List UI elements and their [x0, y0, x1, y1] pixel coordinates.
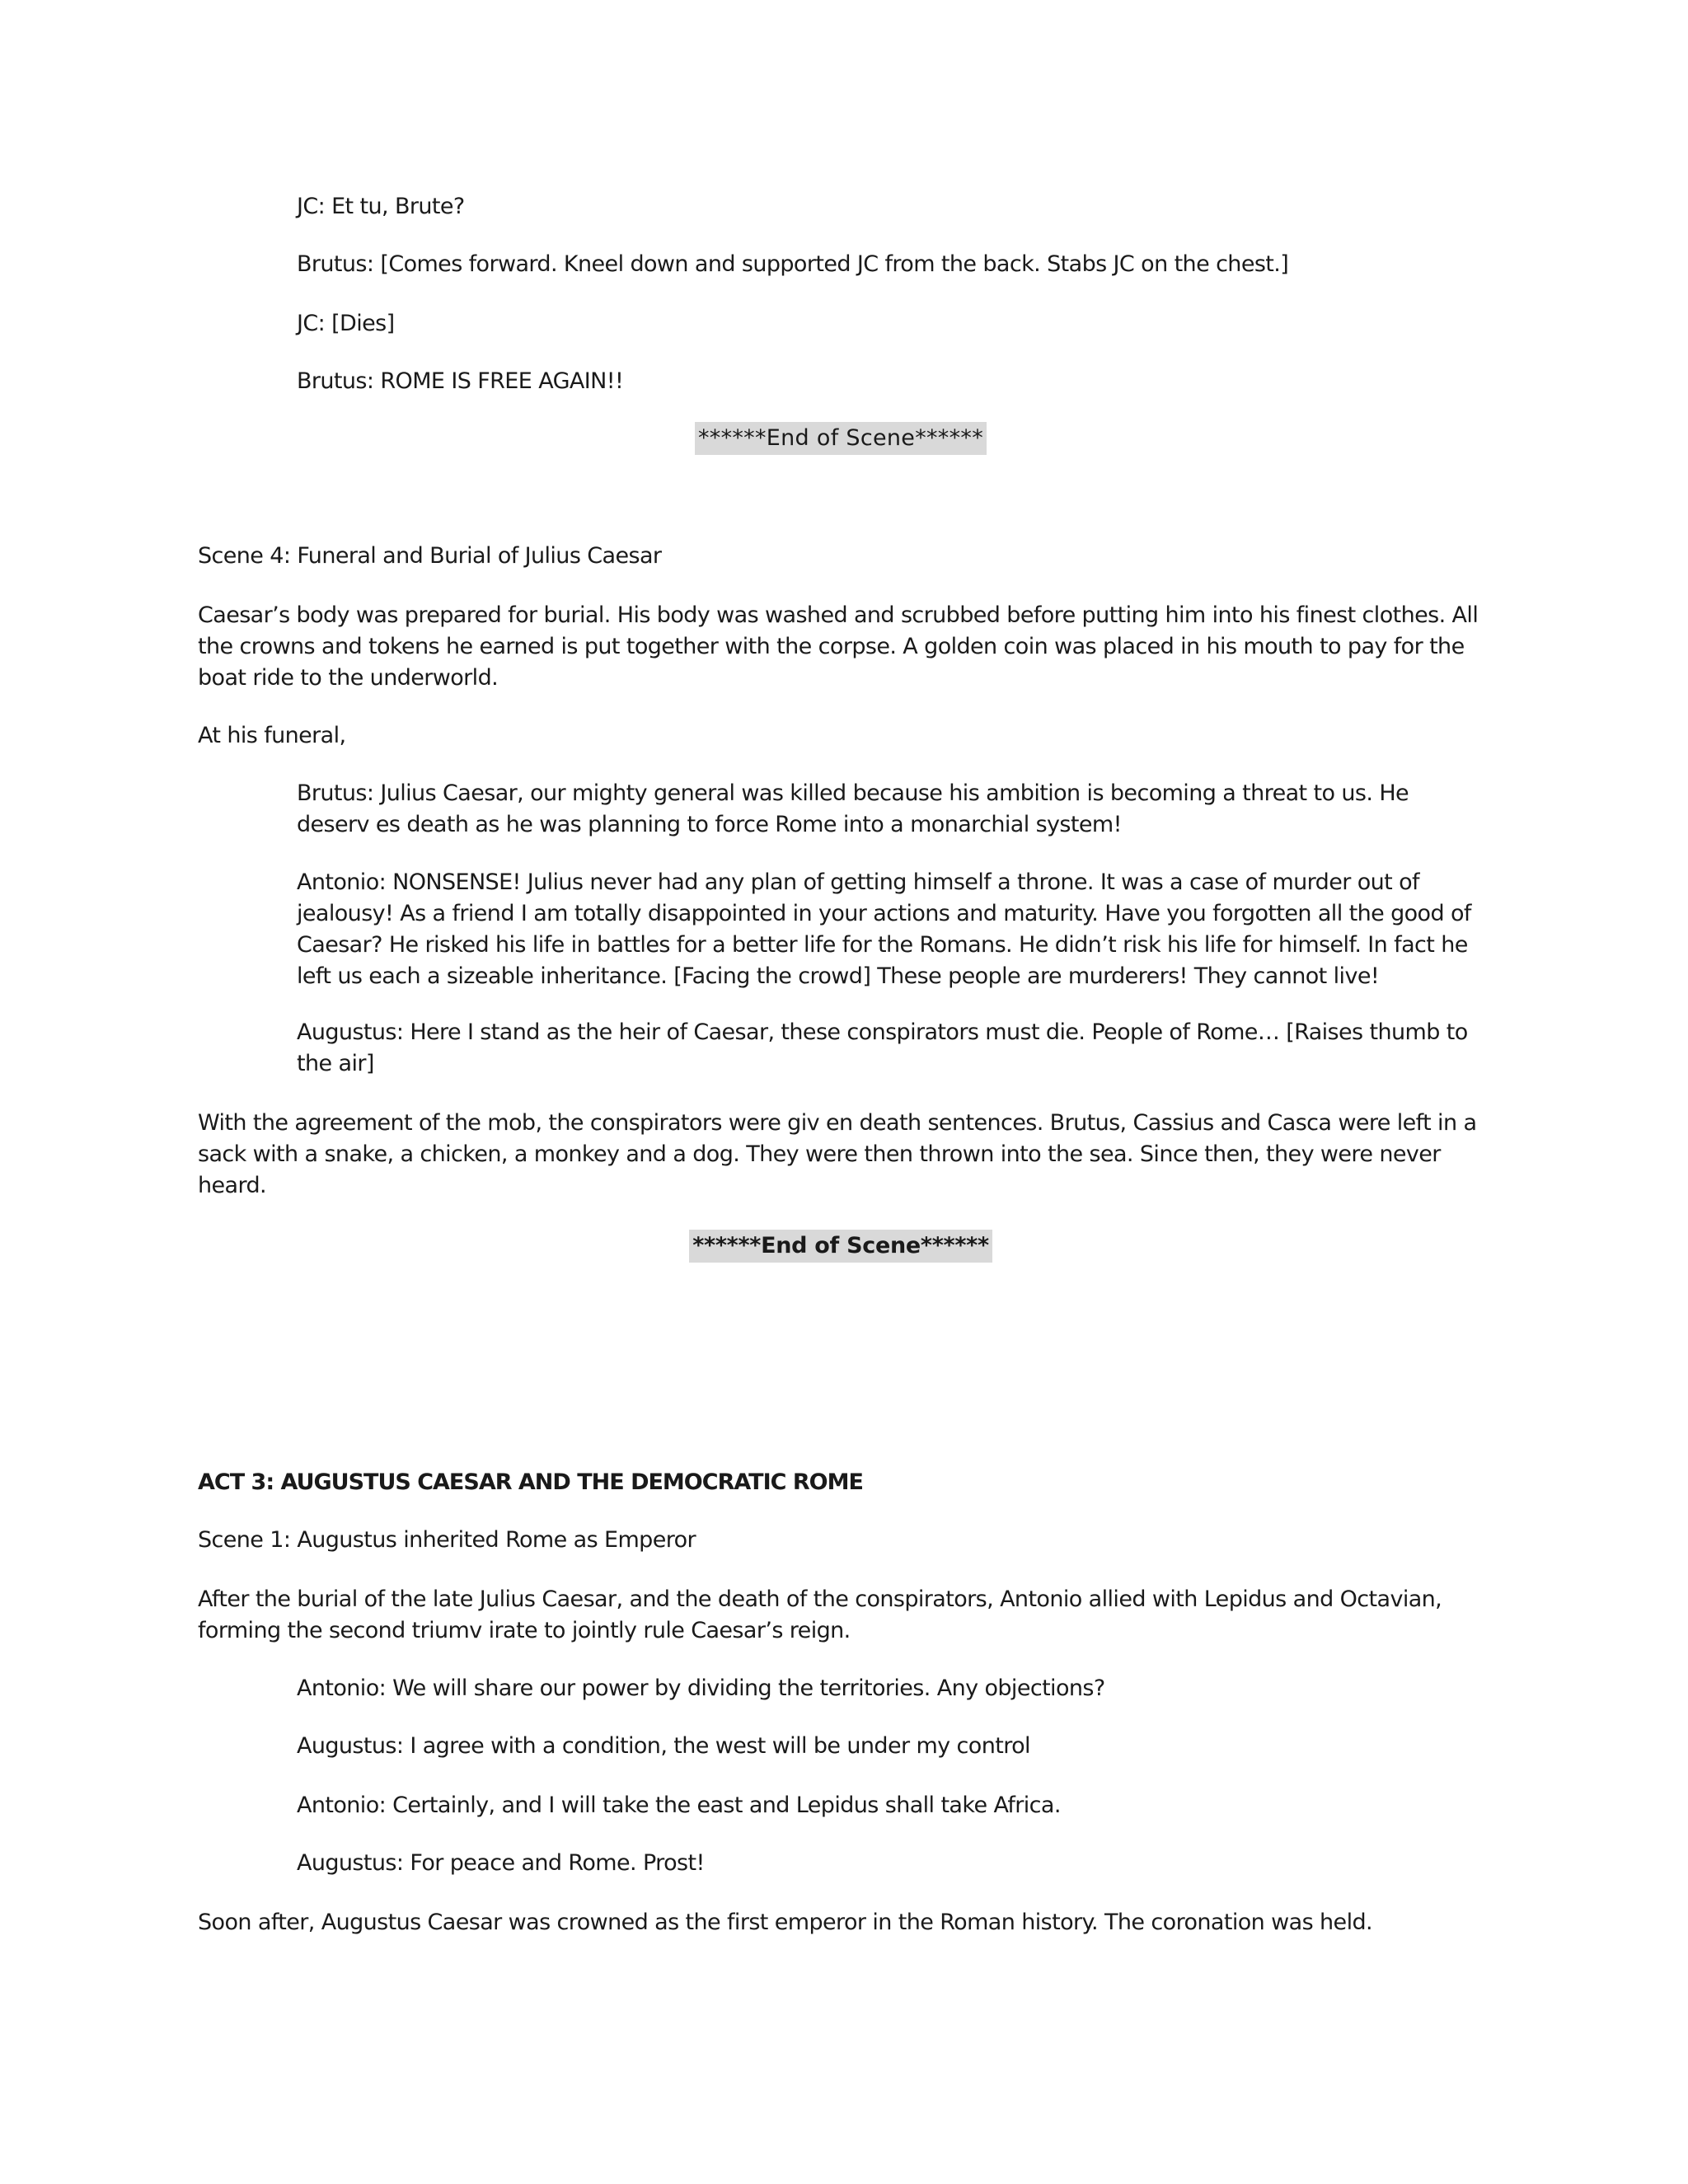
dialogue-augustus-agree: Augustus: I agree with a condition, the west will be under my control: [297, 1733, 1030, 1759]
end-of-scene-text-bold: ******End of Scene******: [689, 1230, 992, 1263]
dialogue-jc-et-tu-brute: JC: Et tu, Brute?: [297, 194, 465, 219]
dialogue-brutus-rome-free: Brutus: ROME IS FREE AGAIN!!: [297, 368, 624, 394]
dialogue-jc-dies: JC: [Dies]: [297, 311, 395, 336]
dialogue-antonio-speech: Antonio: NONSENSE! Julius never had any plan of getting himself a throne. It was a case of murder out of jealousy! As a friend I am totally disappointed in your actions and maturity. Have you forgotten all the good of Caesar? He risked his life in battles for a better life for the Romans. He didn’t risk his life for himself. In fact he left us each a sizeable inheritance. [Facing the crowd] These people are murderers! They cannot live!: [297, 869, 1471, 989]
end-of-scene-marker-1: [198, 422, 1484, 455]
end-of-scene-marker-2: [198, 1230, 1484, 1263]
dialogue-augustus-speech: Augustus: Here I stand as the heir of Caesar, these conspirators must die. People of Rome… [Raises thumb to the air]: [297, 1019, 1468, 1076]
scene-1-title: Scene 1: Augustus inherited Rome as Emperor: [198, 1527, 696, 1553]
scene-4-title: Scene 4: Funeral and Burial of Julius Caesar: [198, 543, 662, 569]
paragraph-caesar-body: Caesar’s body was prepared for burial. His body was washed and scrubbed before putting him into his finest clothes. All the crowns and tokens he earned is put together with the corpse. A golden coin was placed in his mouth to pay for the boat ride to the underworld.: [198, 602, 1479, 691]
end-of-scene-text: ******End of Scene******: [695, 422, 987, 455]
paragraph-coronation: Soon after, Augustus Caesar was crowned as the first emperor in the Roman history. The coronation was held.: [198, 1910, 1372, 1935]
dialogue-brutus-speech: Brutus: Julius Caesar, our mighty general was killed because his ambition is becoming a threat to us. He deserv es death as he was planning to force Rome into a monarchial system!: [297, 780, 1409, 837]
paragraph-at-funeral: At his funeral,: [198, 723, 346, 748]
dialogue-antonio-certainly: Antonio: Certainly, and I will take the east and Lepidus shall take Africa.: [297, 1793, 1061, 1818]
dialogue-antonio-share-power: Antonio: We will share our power by dividing the territories. Any objections?: [297, 1675, 1105, 1701]
act-3-heading: ACT 3: AUGUSTUS CAESAR AND THE DEMOCRATIC ROME: [198, 1469, 863, 1495]
dialogue-brutus-stabs: Brutus: [Comes forward. Kneel down and supported JC from the back. Stabs JC on the chest.]: [297, 251, 1289, 277]
paragraph-mob-sentence: With the agreement of the mob, the conspirators were giv en death sentences. Brutus, Cassius and Casca were left in a sack with a snake, a chicken, a monkey and a dog. They were then thrown into the sea. Since then, they were never heard.: [198, 1110, 1477, 1198]
dialogue-augustus-prost: Augustus: For peace and Rome. Prost!: [297, 1850, 705, 1876]
paragraph-triumvirate: After the burial of the late Julius Caesar, and the death of the conspirators, Antonio allied with Lepidus and Octavian, forming the second triumv irate to jointly rule Caesar’s reign.: [198, 1586, 1442, 1643]
